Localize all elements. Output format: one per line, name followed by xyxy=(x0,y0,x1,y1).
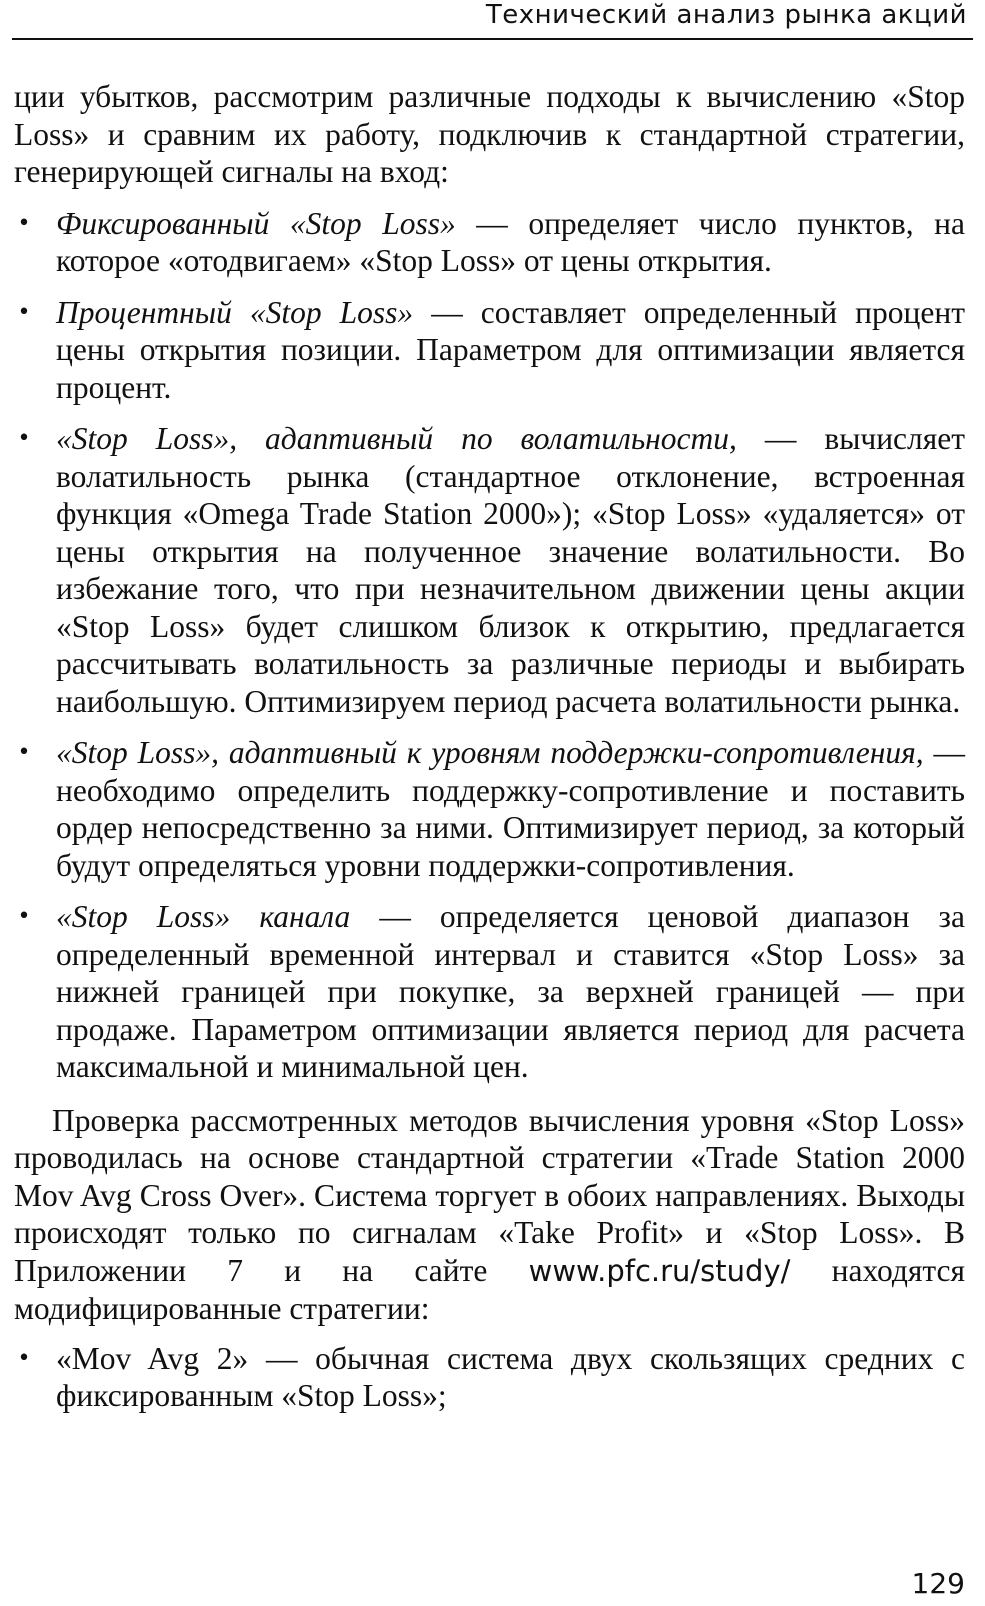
list-item-text: — определяется ценовой диапазон за определенный временной интервал и ставится «Stop Loss» за нижней границей при покупке, за верхней границей — при продаже. Параметром оптимизации является период для расчета максимальной и минимальной цен. xyxy=(56,899,965,1084)
bullet-icon: • xyxy=(17,299,31,325)
list-item xyxy=(14,294,965,407)
check-paragraph-after: находятся модифицированные стратегии: xyxy=(14,1252,965,1326)
stop-loss-types-list xyxy=(14,205,965,1086)
bullet-icon: • xyxy=(17,1345,31,1371)
list-item-text: — вычисляет волатильность рынка (стандартное отклонение, встроенная функция «Omega Trade Station 2000»); «Stop Loss» «удаляется» от цены открытия на полученное значение волатильности. Во избежание того, что при незначительном движении цены акции «Stop Loss» будет слишком близок к открытию, предлагается рассчитывать волатильность за различные периоды и выбирать наибольшую. Оптимизируем период расчета волатильности рынка. xyxy=(56,421,965,719)
running-header: Технический анализ рынка акций xyxy=(485,0,967,30)
bullet-icon: • xyxy=(17,426,31,451)
check-paragraph xyxy=(14,1102,965,1328)
bullet-icon: • xyxy=(17,904,31,929)
page-body xyxy=(14,78,965,1429)
intro-paragraph: ции убытков, рассмотрим различные подходы к вычислению «Stop Loss» и сравним их работу, подключив к стандартной стратегии, генерирующей сигналы на вход: xyxy=(14,79,965,189)
list-item xyxy=(14,420,965,720)
list-item-text: — необходимо определить поддержку-сопротивление и поставить ордер непосредственно за ними. Оптимизирует период, за который будут определяться уровни поддержки-сопротивления. xyxy=(56,735,966,883)
list-item xyxy=(14,205,965,280)
list-item xyxy=(14,734,965,884)
list-item xyxy=(14,1340,965,1415)
list-item-text: — определяет число пунктов, на которое «отодвигаем» «Stop Loss» от цены открытия. xyxy=(56,205,965,278)
page-number: 129 xyxy=(911,1567,965,1600)
list-item-term: «Stop Loss» канала xyxy=(56,899,351,934)
list-item xyxy=(14,898,965,1086)
strategies-list xyxy=(14,1340,965,1415)
list-item-text: — составляет определенный процент цены открытия позиции. Параметром для оптимизации является процент. xyxy=(56,294,965,405)
header-rule xyxy=(12,38,973,40)
list-item-term: «Stop Loss», адаптивный по волатильности, xyxy=(56,421,737,456)
list-item-text: «Mov Avg 2» — обычная система двух скользящих средних с фиксированным «Stop Loss»; xyxy=(56,1340,965,1413)
list-item-term: «Stop Loss», адаптивный к уровням поддержки-сопротивления, xyxy=(56,735,924,770)
list-item-term: Процентный «Stop Loss» xyxy=(56,294,414,330)
list-item-term: Фиксированный «Stop Loss» xyxy=(56,205,456,241)
bullet-icon: • xyxy=(17,740,31,765)
bullet-icon: • xyxy=(17,210,31,236)
check-paragraph-text: Проверка рассмотренных методов вычисления уровня «Stop Loss» проводилась на основе стандартной стратегии «Trade Station 2000 Mov Avg Cross Over». Система торгует в обоих направлениях. Выходы происходят только по сигналам «Take Profit» и «Stop Loss». В Приложении 7 и на сайте xyxy=(14,1102,965,1288)
study-url: www.pfc.ru/study/ xyxy=(528,1253,791,1288)
